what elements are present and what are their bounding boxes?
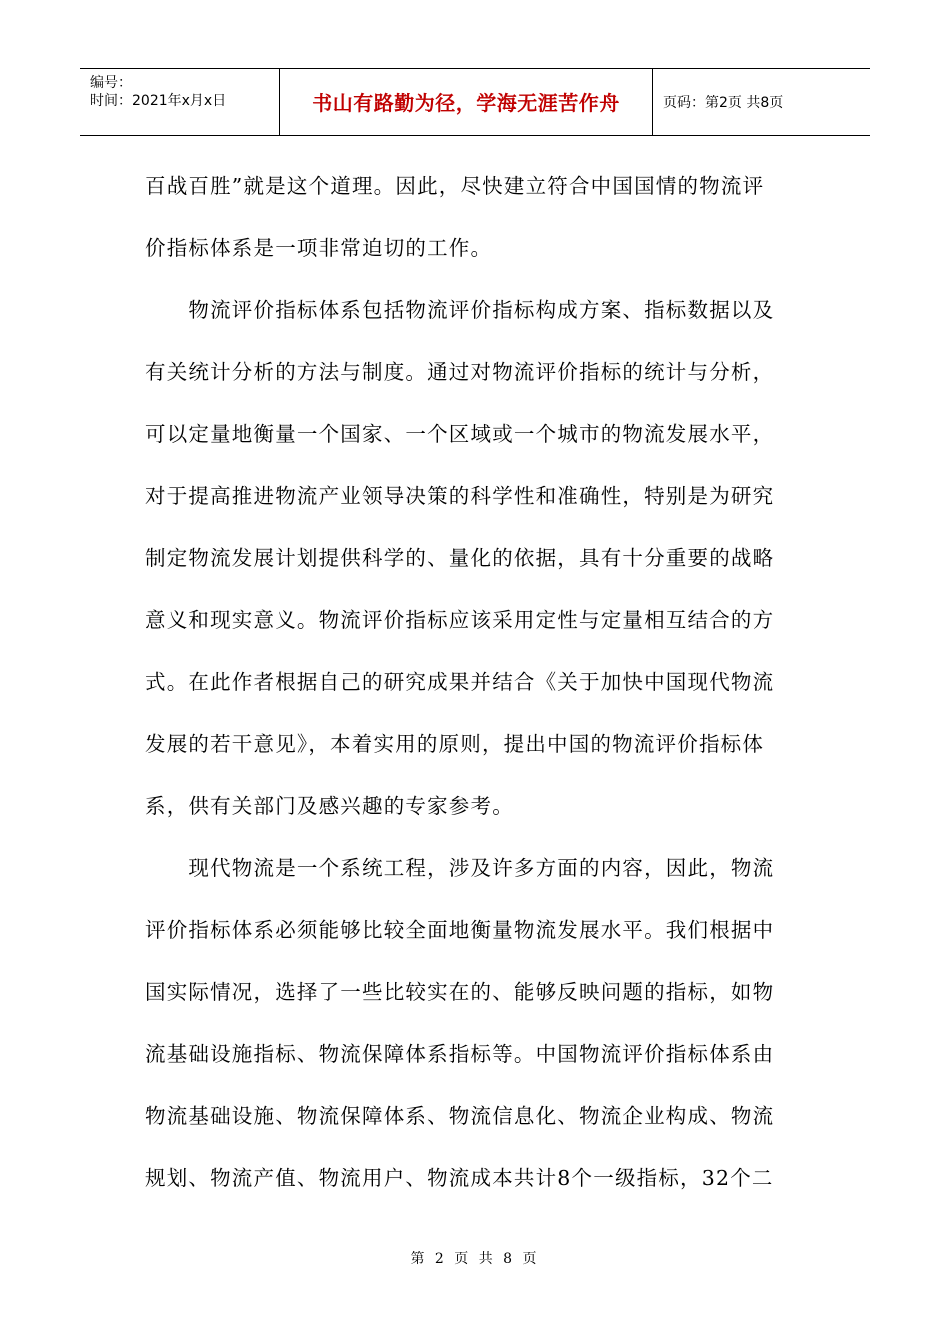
text-line: 物流基础设施、物流保障体系、物流信息化、物流企业构成、物流	[145, 1104, 775, 1128]
text-line: 可以定量地衡量一个国家、一个区域或一个城市的物流发展水平，	[145, 422, 775, 446]
header-meta	[80, 69, 280, 135]
text-line: 有关统计分析的方法与制度。通过对物流评价指标的统计与分析，	[145, 360, 775, 384]
text-line: 现代物流是一个系统工程，涉及许多方面的内容，因此，物流	[145, 856, 775, 880]
text-line: 制定物流发展计划提供科学的、量化的依据，具有十分重要的战略	[145, 546, 775, 570]
page-footer: 第 2 页 共 8 页	[410, 1251, 540, 1267]
document-date-label: 时间：2021年x月x日	[90, 93, 227, 109]
text-line: 价指标体系是一项非常迫切的工作。	[145, 236, 493, 260]
text-line: 评价指标体系必须能够比较全面地衡量物流发展水平。我们根据中	[145, 918, 775, 942]
document-body	[145, 155, 815, 1209]
document-number-label: 编号：	[90, 75, 132, 91]
text-line: 意义和现实意义。物流评价指标应该采用定性与定量相互结合的方	[145, 608, 775, 632]
page-header	[80, 68, 870, 136]
text-line: 式。在此作者根据自己的研究成果并结合《关于加快中国现代物流	[145, 670, 775, 694]
text-line: 流基础设施指标、物流保障体系指标等。中国物流评价指标体系由	[145, 1042, 775, 1066]
text-line: 对于提高推进物流产业领导决策的科学性和准确性，特别是为研究	[145, 484, 775, 508]
text-line: 国实际情况，选择了一些比较实在的、能够反映问题的指标，如物	[145, 980, 775, 1004]
text-line: 系，供有关部门及感兴趣的专家参考。	[145, 794, 514, 818]
text-line: 发展的若干意见》，本着实用的原则，提出中国的物流评价指标体	[145, 732, 765, 756]
text-line: 百战百胜”就是这个道理。因此，尽快建立符合中国国情的物流评	[145, 174, 765, 198]
text-line: 物流评价指标体系包括物流评价指标构成方案、指标数据以及	[145, 298, 775, 322]
header-motto: 书山有路勤为径，学海无涯苦作舟	[280, 69, 653, 135]
text-line: 规划、物流产值、物流用户、物流成本共计8个一级指标，32个二	[145, 1166, 774, 1190]
header-page-info: 页码：第2页 共8页	[663, 95, 784, 111]
